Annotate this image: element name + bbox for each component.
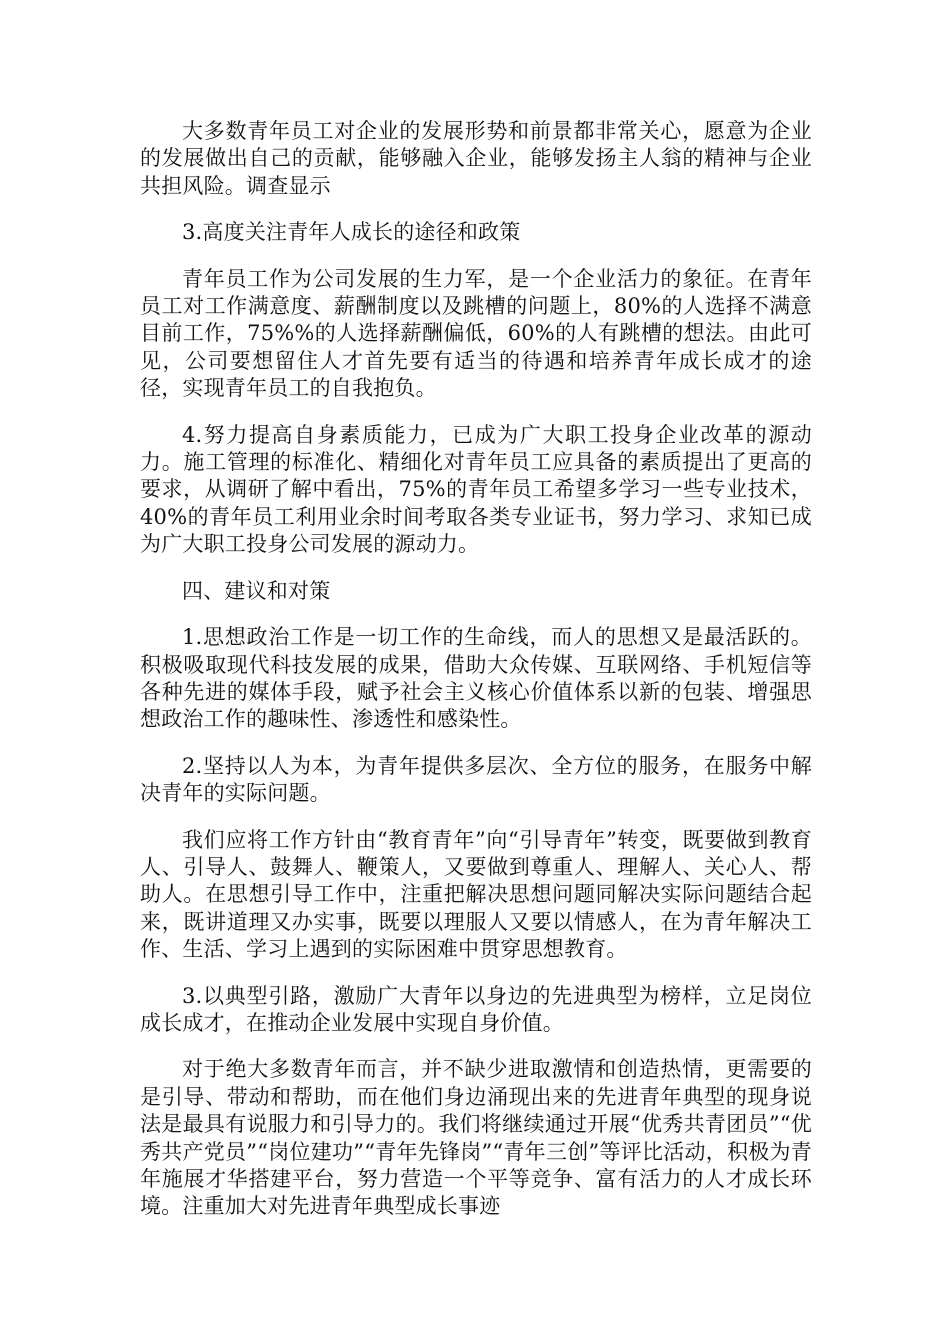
heading-suggestions: 四、建议和对策 [182, 578, 331, 603]
paragraph-survey-intro: 大多数青年员工对企业的发展形势和前景都非常关心，愿意为企业的发展做出自己的贡献，能够融入企业，能够发扬主人翁的精神与企业共担风险。调查显示 [140, 119, 812, 198]
paragraph-young-staff-satisfaction: 青年员工作为公司发展的生力军，是一个企业活力的象征。在青年员工对工作满意度、薪酬制度以及跳槽的问题上，80%的人选择不满意目前工作，75%%的人选择薪酬偏低，60%的人有跳槽的想法。由此可见，公司要想留住人才首先要有适当的待遇和培养青年成长成才的途径，实现青年员工的自我抱负。 [140, 266, 812, 401]
paragraph-role-models: 3.以典型引路，激励广大青年以身边的先进典型为榜样，立足岗位成长成才，在推动企业发展中实现自身价值。 [140, 983, 812, 1035]
paragraph-guidance-policy: 我们应将工作方针由“教育青年”向“引导青年”转变，既要做到教育人、引导人、鼓舞人、鞭策人，又要做到尊重人、理解人、关心人、帮助人。在思想引导工作中，注重把解决思想问题同解决实际问题结合起来，既讲道理又办实事，既要以理服人又要以情感人，在为青年解决工作、生活、学习上遇到的实际困难中贯穿思想教育。 [140, 827, 812, 962]
paragraph-quality-improvement: 4.努力提高自身素质能力，已成为广大职工投身企业改革的源动力。施工管理的标准化、精细化对青年员工应具备的素质提出了更高的要求，从调研了解中看出，75%的青年员工希望多学习一些专业技术，40%的青年员工利用业余时间考取各类专业证书，努力学习、求知已成为广大职工投身公司发展的源动力。 [140, 422, 812, 557]
document-page [140, 118, 812, 1240]
paragraph-people-oriented: 2.坚持以人为本，为青年提供多层次、全方位的服务，在服务中解决青年的实际问题。 [140, 753, 812, 806]
paragraph-evaluation-activities: 对于绝大多数青年而言，并不缺少进取激情和创造热情，更需要的是引导、带动和帮助，而在他们身边涌现出来的先进青年典型的现身说法是最具有说服力和引导力的。我们将继续通过开展“优秀共青团员”“优秀共产党员”“岗位建功”“青年先锋岗”“青年三创”等评比活动，积极为青年施展才华搭建平台，努力营造一个平等竞争、富有活力的人才成长环境。注重加大对先进青年典型成长事迹 [140, 1057, 812, 1219]
paragraph-political-work: 1.思想政治工作是一切工作的生命线，而人的思想又是最活跃的。积极吸取现代科技发展的成果，借助大众传媒、互联网络、手机短信等各种先进的媒体手段，赋予社会主义核心价值体系以新的包装、增强思想政治工作的趣味性、渗透性和感染性。 [140, 625, 812, 732]
heading-growth-policy: 3.高度关注青年人成长的途径和政策 [182, 220, 521, 245]
